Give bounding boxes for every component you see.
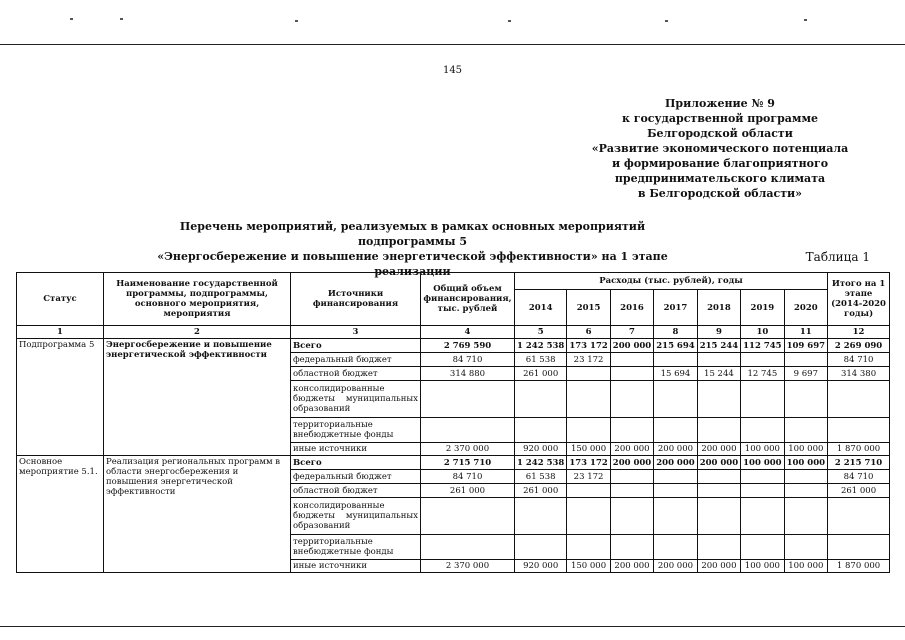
year-value-cell: 109 697 <box>784 339 827 353</box>
stage-total-cell <box>828 381 890 418</box>
header-stage-total: Итого на 1 этапе (2014-2020 годы) <box>828 273 890 326</box>
stage-total-cell: 84 710 <box>828 470 890 484</box>
total-cell: 261 000 <box>421 484 515 498</box>
appendix-line: Белгородской области <box>647 127 793 140</box>
header-year: 2014 <box>515 290 567 326</box>
year-value-cell: 920 000 <box>515 560 567 573</box>
year-value-cell <box>654 418 697 443</box>
source-cell: федеральный бюджет <box>291 470 421 484</box>
header-year: 2018 <box>697 290 740 326</box>
status-cell: Подпрограмма 5 <box>17 339 104 456</box>
year-value-cell <box>654 381 697 418</box>
year-value-cell <box>515 418 567 443</box>
year-value-cell <box>610 418 653 443</box>
year-value-cell: 200 000 <box>654 456 697 470</box>
year-value-cell: 1 242 538 <box>515 339 567 353</box>
stage-total-cell <box>828 418 890 443</box>
year-value-cell <box>784 484 827 498</box>
year-value-cell: 200 000 <box>610 339 653 353</box>
header-year: 2017 <box>654 290 697 326</box>
appendix-line: Приложение № 9 <box>665 97 775 110</box>
year-value-cell: 920 000 <box>515 443 567 456</box>
year-value-cell: 200 000 <box>610 456 653 470</box>
year-value-cell <box>741 535 784 560</box>
year-value-cell: 112 745 <box>741 339 784 353</box>
year-value-cell <box>784 470 827 484</box>
year-value-cell <box>515 381 567 418</box>
index-cell: 10 <box>741 326 784 339</box>
index-cell: 2 <box>104 326 291 339</box>
year-value-cell <box>654 535 697 560</box>
year-value-cell: 150 000 <box>567 443 610 456</box>
title-line: Перечень мероприятий, реализуемых в рамках основных мероприятий подпрограммы 5 <box>179 220 646 248</box>
year-value-cell: 200 000 <box>697 560 740 573</box>
table-label: Таблица 1 <box>805 250 870 264</box>
year-value-cell <box>697 498 740 535</box>
source-cell: консолидированные бюджеты муниципальных образований <box>291 381 421 418</box>
scan-speck <box>120 18 123 20</box>
index-row <box>17 326 890 339</box>
measures-table <box>16 272 890 573</box>
year-value-cell: 15 694 <box>654 367 697 381</box>
year-value-cell: 200 000 <box>654 560 697 573</box>
scan-speck <box>295 20 298 22</box>
year-value-cell <box>654 470 697 484</box>
year-value-cell: 200 000 <box>697 443 740 456</box>
year-value-cell <box>567 535 610 560</box>
total-cell <box>421 498 515 535</box>
year-value-cell <box>741 484 784 498</box>
document-title <box>140 219 685 279</box>
year-value-cell: 215 244 <box>697 339 740 353</box>
index-cell: 1 <box>17 326 104 339</box>
year-value-cell: 100 000 <box>784 560 827 573</box>
stage-total-cell <box>828 535 890 560</box>
scan-border-top <box>0 44 905 45</box>
year-value-cell <box>697 418 740 443</box>
title-line: «Энергосбережение и повышение энергетической эффективности» на 1 этапе реализации <box>157 250 668 278</box>
table-header <box>17 273 890 326</box>
scan-speck <box>804 19 807 21</box>
measure-name-cell: Реализация региональных программ в области энергосбережения и повышения энергетической эффективности <box>104 456 291 573</box>
year-value-cell <box>697 535 740 560</box>
year-value-cell <box>741 381 784 418</box>
index-cell: 6 <box>567 326 610 339</box>
measure-name-cell: Энергосбережение и повышение энергетической эффективности <box>104 339 291 456</box>
header-name: Наименование государственной программы, подпрограммы, основного мероприятия, мероприятия <box>104 273 291 326</box>
year-value-cell: 173 172 <box>567 456 610 470</box>
header-year: 2020 <box>784 290 827 326</box>
year-value-cell <box>610 484 653 498</box>
year-value-cell: 1 242 538 <box>515 456 567 470</box>
year-value-cell <box>741 470 784 484</box>
year-value-cell <box>784 418 827 443</box>
source-cell: областной бюджет <box>291 484 421 498</box>
year-value-cell: 100 000 <box>784 443 827 456</box>
total-cell <box>421 381 515 418</box>
year-value-cell <box>654 484 697 498</box>
year-value-cell: 200 000 <box>610 560 653 573</box>
table-body <box>17 326 890 573</box>
scan-speck <box>665 20 668 22</box>
index-cell: 4 <box>421 326 515 339</box>
year-value-cell: 61 538 <box>515 353 567 367</box>
index-cell: 11 <box>784 326 827 339</box>
year-value-cell: 200 000 <box>654 443 697 456</box>
year-value-cell <box>697 484 740 498</box>
table-row <box>17 456 890 470</box>
total-cell: 2 370 000 <box>421 560 515 573</box>
year-value-cell: 173 172 <box>567 339 610 353</box>
index-cell: 9 <box>697 326 740 339</box>
year-value-cell <box>654 498 697 535</box>
year-value-cell <box>567 418 610 443</box>
scan-speck <box>508 20 511 22</box>
year-value-cell: 12 745 <box>741 367 784 381</box>
year-value-cell <box>610 498 653 535</box>
header-total: Общий объем финансирования, тыс. рублей <box>421 273 515 326</box>
header-expenses: Расходы (тыс. рублей), годы <box>515 273 828 290</box>
source-cell: территориальные внебюджетные фонды <box>291 535 421 560</box>
header-year: 2019 <box>741 290 784 326</box>
header-status: Статус <box>17 273 104 326</box>
year-value-cell <box>784 535 827 560</box>
source-cell: федеральный бюджет <box>291 353 421 367</box>
year-value-cell <box>515 535 567 560</box>
scan-border-bottom <box>0 626 905 627</box>
total-cell: 314 880 <box>421 367 515 381</box>
appendix-line: в Белгородской области» <box>637 187 803 200</box>
index-cell: 7 <box>610 326 653 339</box>
year-value-cell <box>610 381 653 418</box>
year-value-cell <box>784 498 827 535</box>
stage-total-cell: 1 870 000 <box>828 443 890 456</box>
total-cell: 2 715 710 <box>421 456 515 470</box>
year-value-cell: 23 172 <box>567 353 610 367</box>
total-cell: 2 370 000 <box>421 443 515 456</box>
year-value-cell: 215 694 <box>654 339 697 353</box>
year-value-cell <box>567 498 610 535</box>
source-cell: областной бюджет <box>291 367 421 381</box>
header-sources: Источники финансирования <box>291 273 421 326</box>
source-cell: консолидированные бюджеты муниципальных образований <box>291 498 421 535</box>
total-cell: 84 710 <box>421 470 515 484</box>
year-value-cell <box>610 535 653 560</box>
year-value-cell <box>741 353 784 367</box>
year-value-cell <box>567 367 610 381</box>
scan-speck <box>70 18 73 20</box>
appendix-line: «Развитие экономического потенциала <box>591 142 849 155</box>
index-cell: 12 <box>828 326 890 339</box>
stage-total-cell: 261 000 <box>828 484 890 498</box>
appendix-heading <box>560 96 880 201</box>
total-cell: 84 710 <box>421 353 515 367</box>
index-cell: 5 <box>515 326 567 339</box>
total-cell <box>421 535 515 560</box>
appendix-line: к государственной программе <box>621 112 819 125</box>
year-value-cell <box>515 498 567 535</box>
total-cell <box>421 418 515 443</box>
stage-total-cell: 2 269 090 <box>828 339 890 353</box>
year-value-cell: 261 000 <box>515 484 567 498</box>
year-value-cell <box>697 353 740 367</box>
year-value-cell <box>610 367 653 381</box>
year-value-cell <box>697 470 740 484</box>
stage-total-cell: 2 215 710 <box>828 456 890 470</box>
source-cell: иные источники <box>291 443 421 456</box>
year-value-cell <box>741 418 784 443</box>
appendix-line: и формирование благоприятного <box>611 157 829 170</box>
stage-total-cell <box>828 498 890 535</box>
appendix-line: предпринимательского климата <box>614 172 826 185</box>
table-row <box>17 339 890 353</box>
year-value-cell <box>567 484 610 498</box>
measures-table-wrapper <box>16 272 890 573</box>
year-value-cell <box>610 353 653 367</box>
year-value-cell: 15 244 <box>697 367 740 381</box>
year-value-cell <box>784 353 827 367</box>
index-cell: 8 <box>654 326 697 339</box>
year-value-cell: 9 697 <box>784 367 827 381</box>
stage-total-cell: 84 710 <box>828 353 890 367</box>
header-year: 2016 <box>610 290 653 326</box>
year-value-cell <box>654 353 697 367</box>
page-number: 145 <box>442 65 463 76</box>
year-value-cell: 200 000 <box>697 456 740 470</box>
year-value-cell <box>741 498 784 535</box>
source-cell: Всего <box>291 339 421 353</box>
stage-total-cell: 314 380 <box>828 367 890 381</box>
year-value-cell: 23 172 <box>567 470 610 484</box>
year-value-cell: 100 000 <box>741 456 784 470</box>
total-cell: 2 769 590 <box>421 339 515 353</box>
year-value-cell <box>610 470 653 484</box>
index-cell: 3 <box>291 326 421 339</box>
year-value-cell: 100 000 <box>741 560 784 573</box>
year-value-cell <box>567 381 610 418</box>
year-value-cell: 61 538 <box>515 470 567 484</box>
status-cell: Основное мероприятие 5.1. <box>17 456 104 573</box>
year-value-cell: 200 000 <box>610 443 653 456</box>
source-cell: территориальные внебюджетные фонды <box>291 418 421 443</box>
year-value-cell: 100 000 <box>784 456 827 470</box>
source-cell: иные источники <box>291 560 421 573</box>
header-year: 2015 <box>567 290 610 326</box>
year-value-cell: 100 000 <box>741 443 784 456</box>
year-value-cell <box>784 381 827 418</box>
stage-total-cell: 1 870 000 <box>828 560 890 573</box>
year-value-cell: 150 000 <box>567 560 610 573</box>
source-cell: Всего <box>291 456 421 470</box>
year-value-cell <box>697 381 740 418</box>
year-value-cell: 261 000 <box>515 367 567 381</box>
